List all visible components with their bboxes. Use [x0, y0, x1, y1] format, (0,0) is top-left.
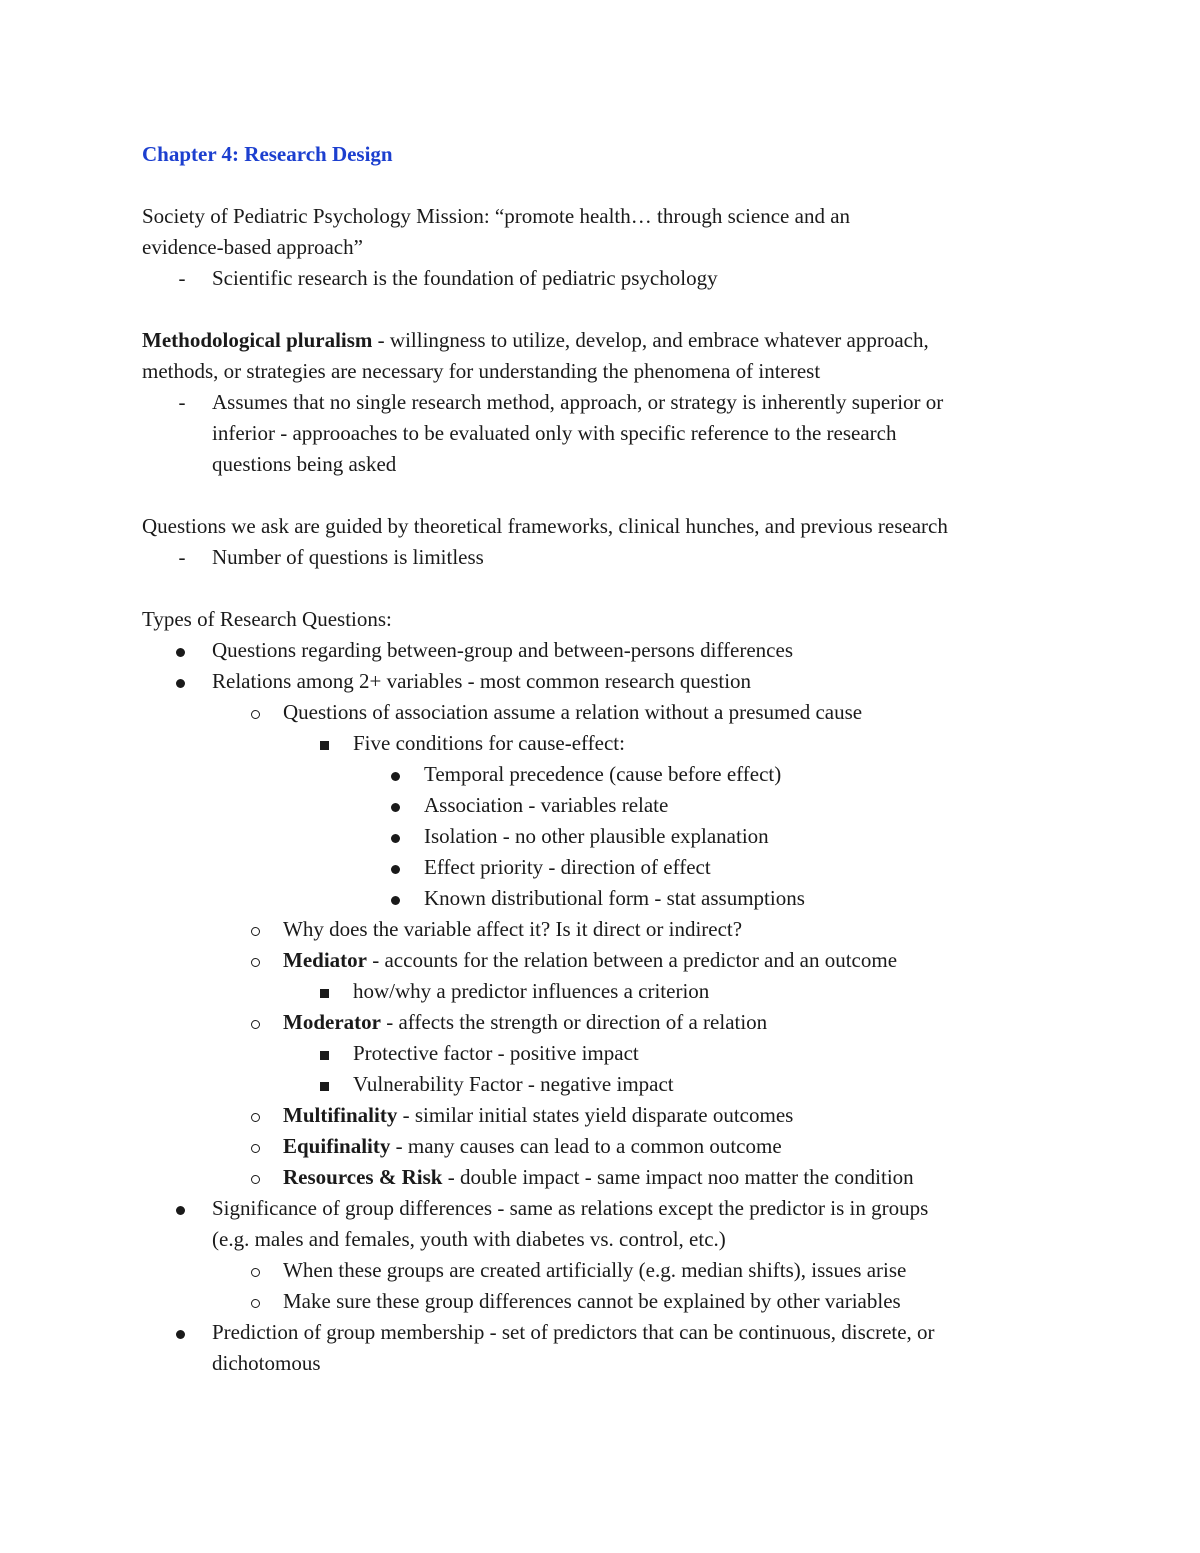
list-item-mediator: Mediator - accounts for the relation between a predictor and an outcome — [142, 945, 1072, 976]
questions-line: Questions we ask are guided by theoretical frameworks, clinical hunches, and previous research — [142, 514, 948, 538]
list-item: Prediction of group membership - set of predictors that can be continuous, discrete, or dichotomous — [142, 1317, 1072, 1379]
list-item-multifinality: Multifinality - similar initial states yield disparate outcomes — [142, 1100, 1072, 1131]
questions-dash-item: - Number of questions is limitless — [142, 542, 1072, 573]
bullet-dot-icon — [176, 648, 185, 657]
dash-bullet: - — [178, 390, 186, 414]
list-item: Relations among 2+ variables - most common research question — [142, 666, 1072, 697]
list-item: Vulnerability Factor - negative impact — [142, 1069, 1072, 1100]
condition-item: Association - variables relate — [142, 790, 1072, 821]
bullet-circle-icon — [251, 1020, 260, 1029]
bullet-dot-icon — [391, 803, 400, 812]
bullet-dot-icon — [391, 896, 400, 905]
list-item: Protective factor - positive impact — [142, 1038, 1072, 1069]
list-item-resources-risk: Resources & Risk - double impact - same impact noo matter the condition — [142, 1162, 1072, 1193]
list-item: Make sure these group differences cannot be explained by other variables — [142, 1286, 1072, 1317]
list-item: Why does the variable affect it? Is it direct or indirect? — [142, 914, 1072, 945]
types-heading: Types of Research Questions: — [142, 607, 392, 631]
list-item: Questions regarding between-group and between-persons differences — [142, 635, 1072, 666]
dash-bullet: - — [178, 266, 186, 290]
mission-line-2: evidence-based approach” — [142, 235, 363, 259]
pluralism-definition-line-2: methods, or strategies are necessary for understanding the phenomena of interest — [142, 359, 821, 383]
pluralism-definition: Methodological pluralism - willingness to utilize, develop, and embrace whatever approach, — [142, 328, 929, 352]
bullet-square-icon — [320, 1082, 329, 1091]
list-item: Questions of association assume a relation without a presumed cause — [142, 697, 1072, 728]
bullet-circle-icon — [251, 710, 260, 719]
bullet-circle-icon — [251, 1144, 260, 1153]
list-item-equifinality: Equifinality - many causes can lead to a common outcome — [142, 1131, 1072, 1162]
list-item: Five conditions for cause-effect: — [142, 728, 1072, 759]
bullet-circle-icon — [251, 1113, 260, 1122]
bullet-square-icon — [320, 989, 329, 998]
mission-dash-item: - Scientific research is the foundation of pediatric psychology — [142, 263, 1072, 294]
bullet-square-icon — [320, 1051, 329, 1060]
document-page — [142, 139, 1072, 1379]
bullet-circle-icon — [251, 1268, 260, 1277]
condition-item: Isolation - no other plausible explanation — [142, 821, 1072, 852]
condition-item: Temporal precedence (cause before effect) — [142, 759, 1072, 790]
pluralism-dash-item: - Assumes that no single research method, approach, or strategy is inherently superior or inferior - approoaches to be evaluated only with specific reference to the research questions being asked — [142, 387, 1072, 480]
chapter-title: Chapter 4: Research Design — [142, 142, 393, 166]
bullet-circle-icon — [251, 927, 260, 936]
bullet-dot-icon — [391, 865, 400, 874]
bullet-dot-icon — [176, 1206, 185, 1215]
dash-bullet: - — [178, 545, 186, 569]
bullet-square-icon — [320, 741, 329, 750]
condition-item: Effect priority - direction of effect — [142, 852, 1072, 883]
list-item: how/why a predictor influences a criterion — [142, 976, 1072, 1007]
bullet-circle-icon — [251, 958, 260, 967]
list-item: When these groups are created artificially (e.g. median shifts), issues arise — [142, 1255, 1072, 1286]
bullet-dot-icon — [176, 1330, 185, 1339]
bullet-dot-icon — [176, 679, 185, 688]
bullet-circle-icon — [251, 1299, 260, 1308]
list-item-moderator: Moderator - affects the strength or direction of a relation — [142, 1007, 1072, 1038]
mission-line-1: Society of Pediatric Psychology Mission: “promote health… through science and an — [142, 204, 851, 228]
bullet-dot-icon — [391, 834, 400, 843]
condition-item: Known distributional form - stat assumptions — [142, 883, 1072, 914]
bullet-dot-icon — [391, 772, 400, 781]
bullet-circle-icon — [251, 1175, 260, 1184]
pluralism-term: Methodological pluralism — [142, 328, 373, 352]
list-item: Significance of group differences - same as relations except the predictor is in groups (e.g. males and females, youth with diabetes vs. control, etc.) — [142, 1193, 1072, 1255]
